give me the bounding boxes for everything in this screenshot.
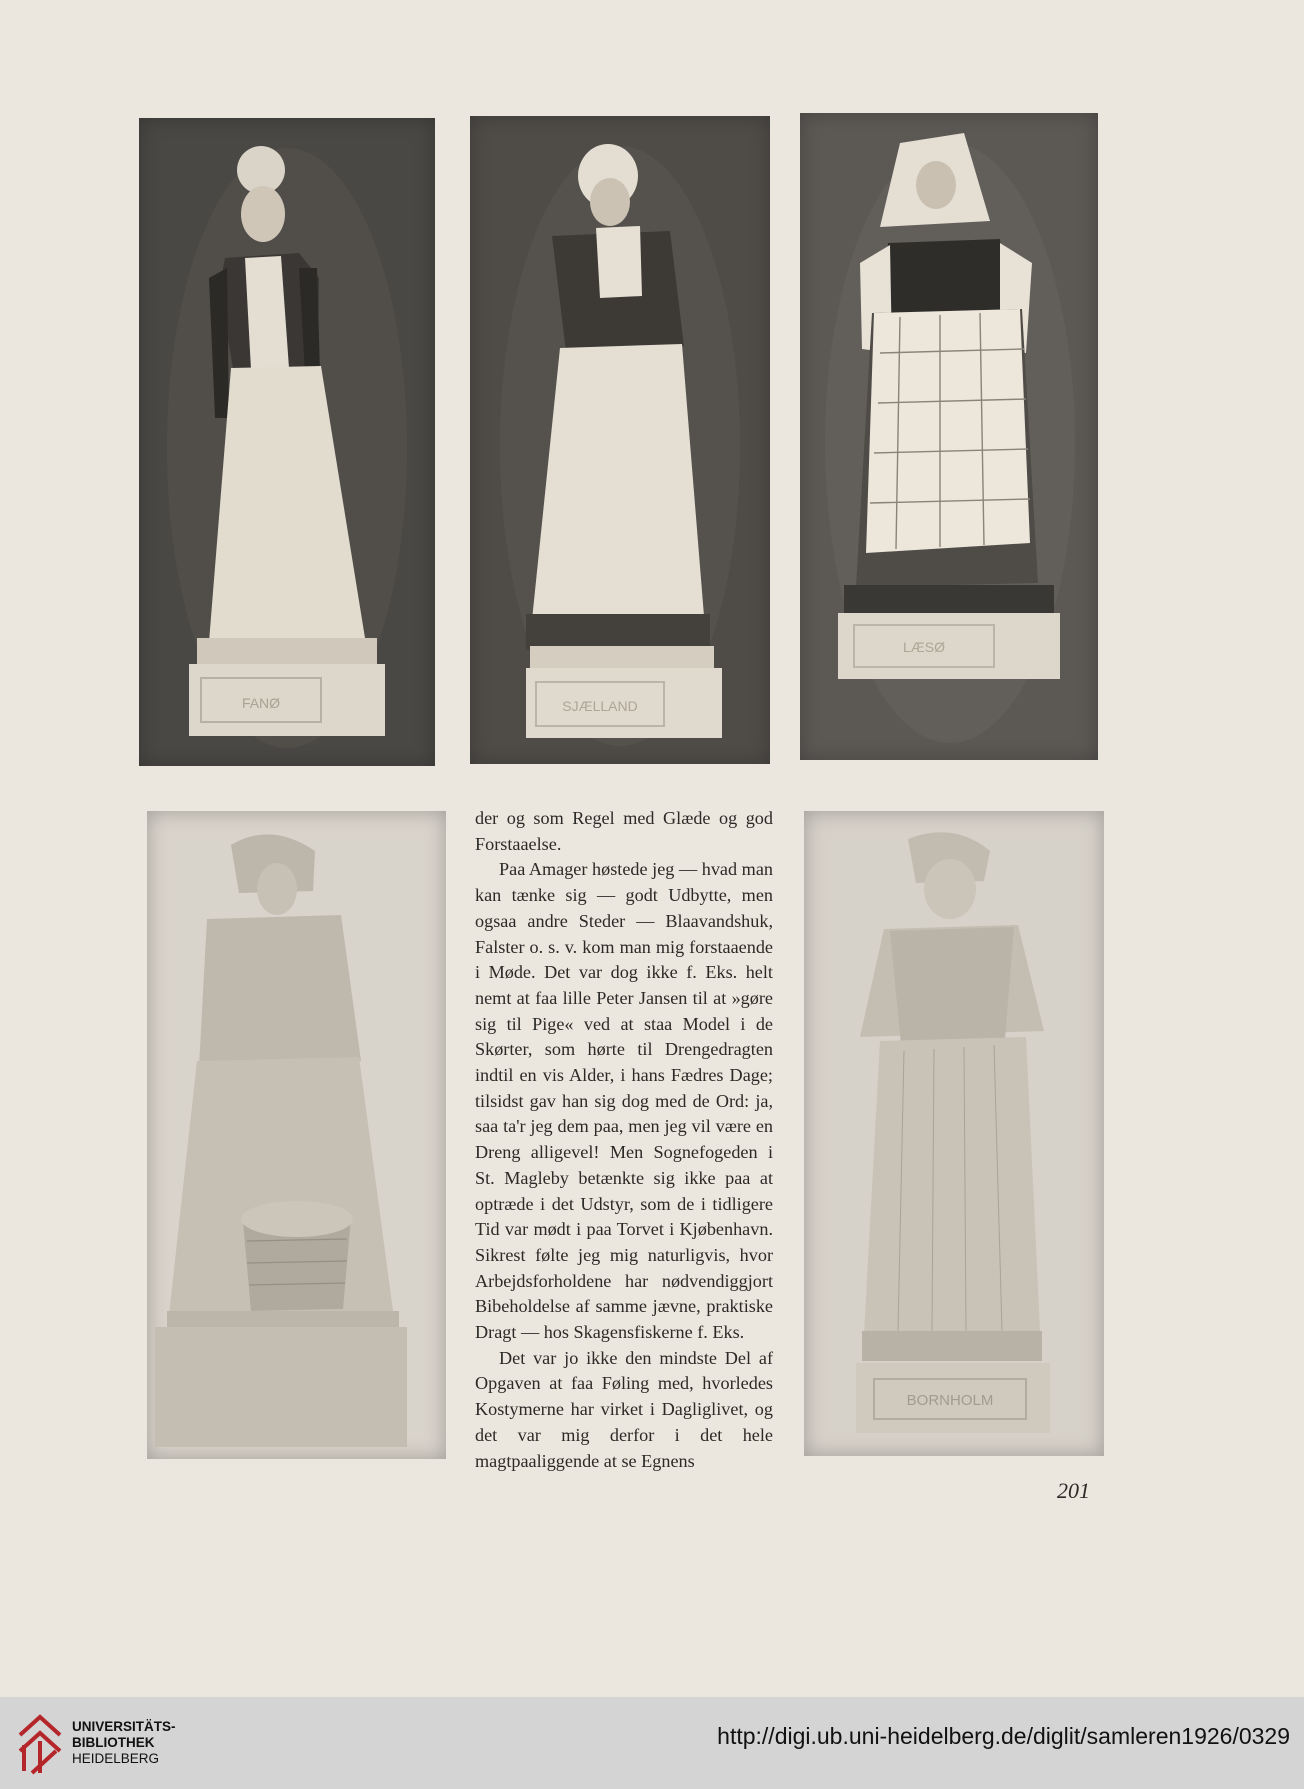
photo-figure-bornholm <box>804 811 1104 1456</box>
photo-figure-sjaelland <box>470 116 770 764</box>
library-logo-icon <box>14 1711 64 1777</box>
plinth-label-sjaelland: SJÆLLAND <box>562 698 638 714</box>
paragraph-2: Paa Amager høstede jeg — hvad man kan tænke sig — godt Udbytte, men ogsaa andre Steder — Blaavandshuk, Falster o. s. v. kom man mig forstaaende i Møde. Det var dog ikke f. Eks. helt nemt at faa lille Peter Jansen til at »gøre sig til Pige« ved at staa Model i de Skørter, som hørte til Drengedragten indtil en vis Alder, i hans Fædres Dage; tilsidst gav han sig dog med de Ord: ja, saa ta'r jeg dem paa, men jeg vil være en Dreng alligevel! Men Sognefogeden i St. Magleby betænkte sig ikke paa at optræde i det Udstyr, som de i tidligere Tid var mødt i paa Torvet i Kjøbenhavn. Sikrest følte jeg mig naturligvis, hvor Arbejdsforholdene har nødvendiggjort Bibeholdelse af samme jævne, praktiske Dragt — hos Skagensfiskerne f. Eks. <box>475 859 773 1343</box>
plinth-label-laeso: LÆSØ <box>902 639 946 655</box>
library-name-line1: UNIVERSITÄTS- <box>72 1719 176 1734</box>
plinth-label-fano: FANØ <box>241 695 281 711</box>
photo-figure-amager <box>147 811 446 1459</box>
paragraph-1: der og som Regel med Glæde og god Forstaaelse. <box>475 808 773 854</box>
photo-figure-fano <box>139 118 435 766</box>
library-name <box>72 1719 176 1767</box>
footer-bar <box>0 1697 1304 1789</box>
body-text-column <box>475 806 773 1474</box>
source-url[interactable] <box>717 1723 1290 1750</box>
source-url-link[interactable]: http://digi.ub.uni-heidelberg.de/diglit/samleren1926/0329 <box>717 1723 1290 1749</box>
library-name-line2: BIBLIOTHEK <box>72 1735 155 1750</box>
library-name-line3: HEIDELBERG <box>72 1751 160 1766</box>
page-number: 201 <box>1057 1478 1090 1503</box>
photo-figure-laeso <box>800 113 1098 760</box>
paragraph-3: Det var jo ikke den mindste Del af Opgaven at faa Føling med, hvorledes Kostymerne har virket i Dagliglivet, og det var mig derfor i det hele magtpaaliggende at se Egnens <box>475 1347 773 1471</box>
plinth-label-bornholm: BORNHOLM <box>906 1392 994 1409</box>
